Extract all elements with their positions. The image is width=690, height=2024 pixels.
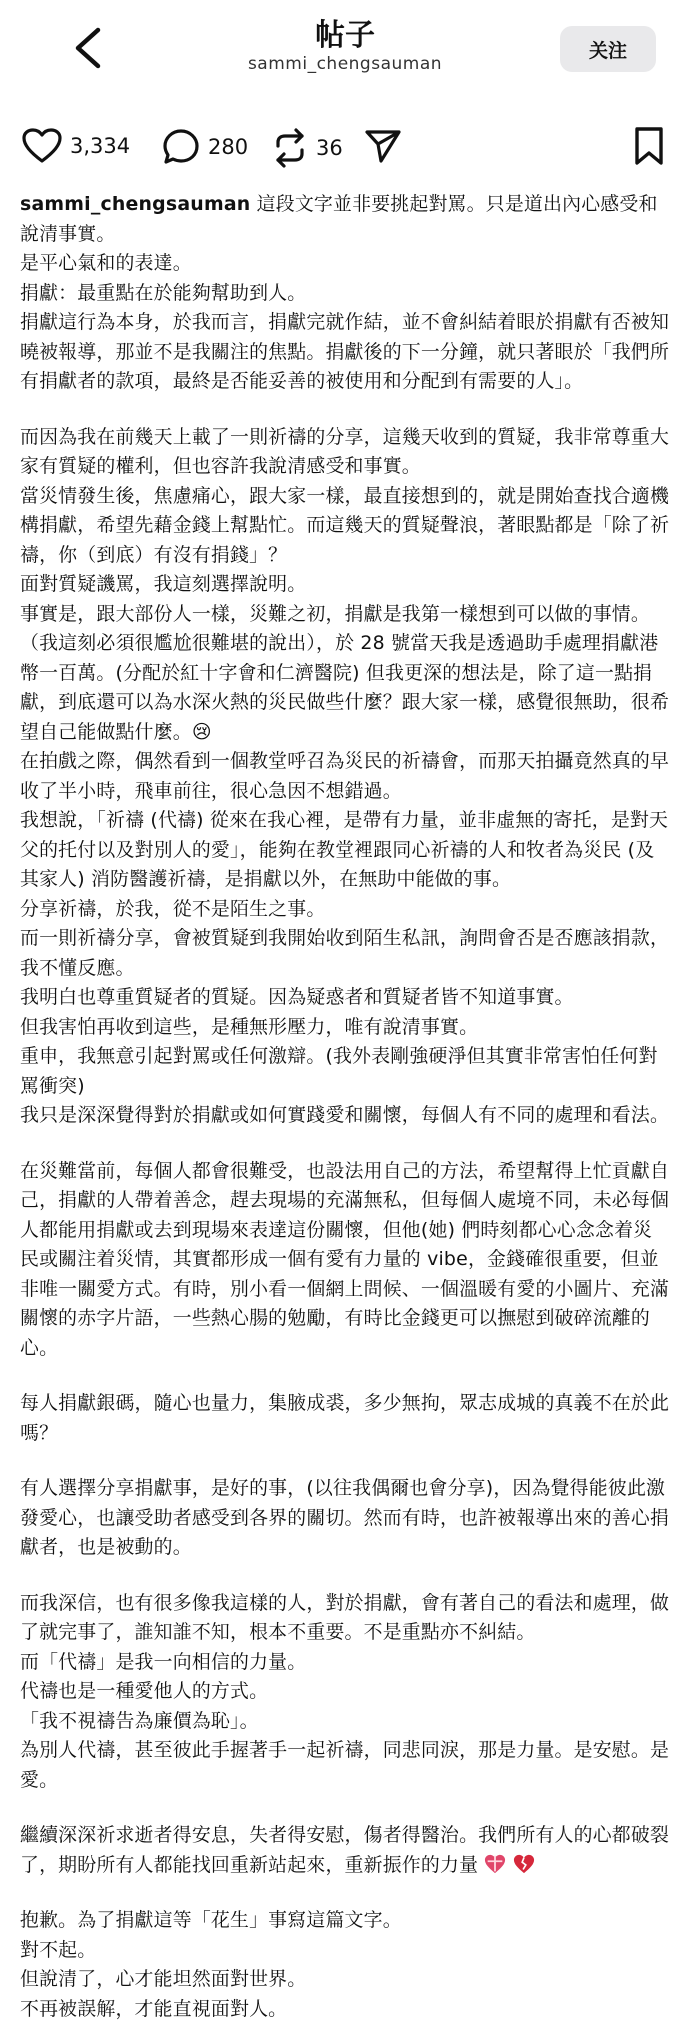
post-body [0,190,690,2024]
comment-icon[interactable] [162,128,200,166]
paragraph: 事實是，跟大部份人一樣，災難之初，捐獻是我第一樣想到可以做的事情。（我這刻必須很尷尬很難堪的說出），於 28 號當天我是透過助手處理捐獻港幣一百萬。(分配於紅十字會和仁濟醫院) 但我更深的想法是，除了這一點捐獻，到底還可以為水深火熱的災民做些什麼？跟大家一樣，感覺很無助，很希望自己能做點什麼。😢 [20,600,670,748]
repost-count: 36 [316,136,343,160]
paragraph: 捐獻這行為本身，於我而言，捐獻完就作結，並不會糾結着眼於捐獻有否被知曉被報導，那並不是我關注的焦點。捐獻後的下一分鐘，就只著眼於「我們所有捐獻者的款項，最終是否能妥善的被使用和分配到有需要的人」。 [20,308,670,397]
paragraph: 重申，我無意引起對罵或任何激辯。(我外表剛強硬淨但其實非常害怕任何對罵衝突) [20,1042,670,1101]
paragraph: 但說清了，心才能坦然面對世界。 [20,1965,670,1995]
paragraph: 而因為我在前幾天上載了一則祈禱的分享，這幾天收到的質疑，我非常尊重大家有質疑的權利，但也容許我說清感受和事實。 [20,423,670,482]
paragraph: 我想說，「祈禱 (代禱) 從來在我心裡，是帶有力量，並非虛無的寄托，是對天父的托付以及對別人的愛」，能夠在教堂裡跟同心祈禱的人和牧者為災民 (及其家人) 消防醫護祈禱，是捐獻以外，在無助中能做的事。 [20,806,670,895]
paragraph: 我明白也尊重質疑者的質疑。因為疑惑者和質疑者皆不知道事實。 [20,983,670,1013]
heart-icon[interactable] [22,128,62,164]
paragraph: 而我深信，也有很多像我這樣的人，對於捐獻，會有著自己的看法和處理，做了就完事了，誰知誰不知，根本不重要。不是重點亦不糾結。 [20,1589,670,1648]
heart-with-ribbon-emoji-icon [484,1853,506,1875]
page-title: 帖子 [0,10,690,54]
post-action-bar [0,118,690,190]
paragraph: 而一則祈禱分享，會被質疑到我開始收到陌生私訊，詢問會否是否應該捐款，我不懂反應。 [20,924,670,983]
broken-heart-emoji-icon [513,1853,535,1875]
paragraph: 是平心氣和的表達。 [20,249,670,279]
paragraph: 面對質疑譏罵，我這刻選擇說明。 [20,570,670,600]
paragraph-with-hearts [20,1821,670,1880]
paragraph: 當災情發生後，焦慮痛心，跟大家一樣，最直接想到的，就是開始查找合適機構捐獻，希望先藉金錢上幫點忙。而這幾天的質疑聲浪，著眼點都是「除了祈禱，你（到底）有沒有捐錢」？ [20,482,670,571]
follow-button[interactable]: 关注 [560,26,656,72]
paragraph: 捐獻：最重點在於能夠幫助到人。 [20,279,670,309]
paragraph: 而「代禱」是我一向相信的力量。 [20,1648,670,1678]
caption-first-paragraph [20,190,670,249]
paragraph: 為別人代禱，甚至彼此手握著手一起祈禱，同悲同淚，那是力量。是安慰。是愛。 [20,1736,670,1795]
paragraph: 不再被誤解，才能直視面對人。 [20,1995,670,2024]
paragraph: 有人選擇分享捐獻事，是好的事，(以往我偶爾也會分享)，因為覺得能彼此激發愛心，也讓受助者感受到各界的關切。然而有時，也許被報導出來的善心捐獻者，也是被動的。 [20,1474,670,1563]
paragraph: 分享祈禱，於我，從不是陌生之事。 [20,895,670,925]
bookmark-icon[interactable] [634,126,664,166]
share-send-icon[interactable] [364,128,402,164]
comment-count: 280 [208,135,248,159]
post-header [0,0,690,104]
page-subtitle: sammi_chengsauman [0,54,690,74]
repost-icon[interactable] [272,128,308,168]
paragraph: 我只是深深覺得對於捐獻或如何實踐愛和關懷，每個人有不同的處理和看法。 [20,1101,670,1131]
paragraph: 但我害怕再收到這些，是種無形壓力，唯有說清事實。 [20,1013,670,1043]
paragraph: 在災難當前，每個人都會很難受，也設法用自己的方法，希望幫得上忙貢獻自己，捐獻的人帶着善念，趕去現場的充滿無私，但每個人處境不同，未必每個人都能用捐獻或去到現場來表達這份關懷，但他(她) 們時刻都心心念念着災民或關注着災情，其實都形成一個有愛有力量的 vibe，金錢確很重要，但並非唯一關愛方式。有時，別小看一個網上問候、一個溫暖有愛的小圖片、充滿關懷的赤字片語，一些熱心腸的勉勵，有時比金錢更可以撫慰到破碎流離的心。 [20,1157,670,1364]
paragraph: 每人捐獻銀碼，隨心也量力，集腋成裘，多少無拘，眾志成城的真義不在於此嗎？ [20,1389,670,1448]
paragraph: 「我不視禱告為廉價為恥」。 [20,1707,670,1737]
paragraph: 對不起。 [20,1936,670,1966]
like-count: 3,334 [70,134,130,158]
comment-action[interactable] [162,128,248,166]
post-username[interactable]: sammi_chengsauman [20,193,250,215]
paragraph-text: 繼續深深祈求逝者得安息，失者得安慰，傷者得醫治。我們所有人的心都破裂了，期盼所有人都能找回重新站起來，重新振作的力量 [20,1824,669,1876]
repost-action[interactable] [272,128,343,168]
paragraph: 在拍戲之際，偶然看到一個教堂呼召為災民的祈禱會，而那天拍攝竟然真的早收了半小時，飛車前往，很心急因不想錯過。 [20,747,670,806]
like-action[interactable] [22,128,130,164]
caption-text: 這段文字並非要挑起對罵。只是道出內心感受和說清事實。 [20,193,658,245]
paragraph: 代禱也是一種愛他人的方式。 [20,1677,670,1707]
paragraph: 抱歉。為了捐獻這等「花生」事寫這篇文字。 [20,1906,670,1936]
